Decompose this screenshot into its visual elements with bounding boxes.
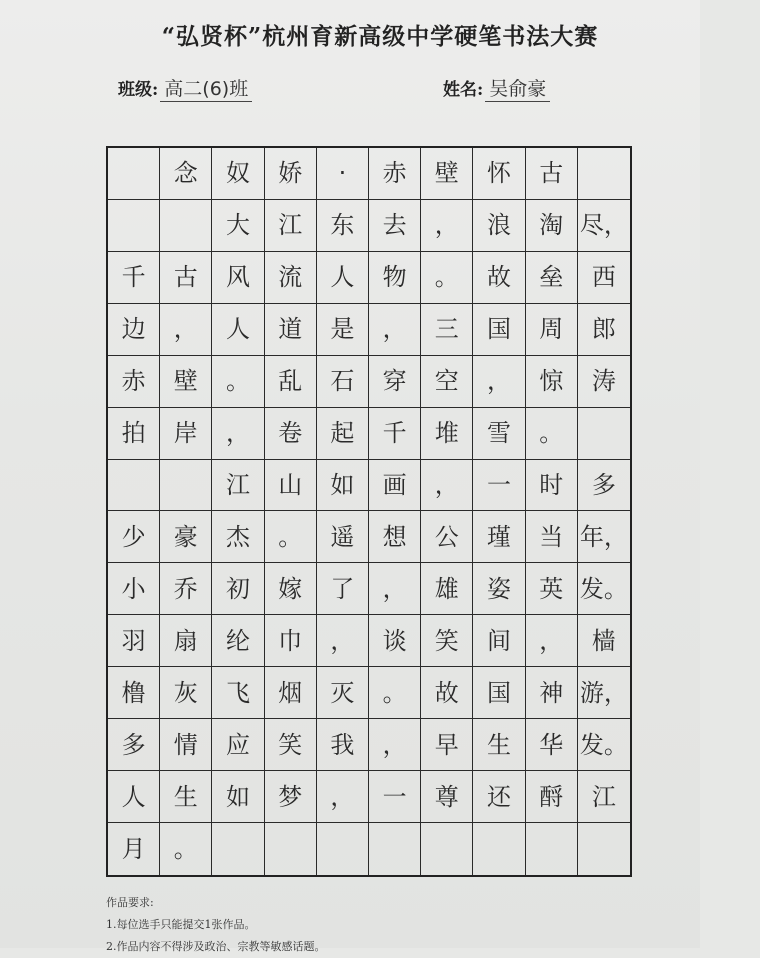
grid-cell: 穿 [369, 356, 421, 408]
grid-cell: ， [421, 200, 473, 252]
grid-cell: 垒 [526, 252, 578, 304]
grid-cell [578, 148, 630, 200]
grid-cell: 酹 [526, 771, 578, 823]
grid-cell [108, 148, 160, 200]
grid-cell: 如 [317, 460, 369, 512]
grid-cell: 物 [369, 252, 421, 304]
grid-cell: 乔 [160, 563, 212, 615]
grid-cell: · [317, 148, 369, 200]
grid-cell: 淘 [526, 200, 578, 252]
grid-cell: 去 [369, 200, 421, 252]
grid-cell: 豪 [160, 511, 212, 563]
grid-cell: 飞 [212, 667, 264, 719]
grid-cell: 应 [212, 719, 264, 771]
grid-cell: 樯 [578, 615, 630, 667]
grid-cell [578, 408, 630, 460]
grid-cell: 浪 [473, 200, 525, 252]
grid-cell: 赤 [108, 356, 160, 408]
grid-cell: 巾 [265, 615, 317, 667]
grid-cell: ， [212, 408, 264, 460]
grid-cell: 古 [526, 148, 578, 200]
name-value: 吴俞豪 [485, 78, 550, 102]
grid-cell: 烟 [265, 667, 317, 719]
grid-cell: 姿 [473, 563, 525, 615]
grid-cell: 东 [317, 200, 369, 252]
grid-cell: ， [160, 304, 212, 356]
grid-cell: 当 [526, 511, 578, 563]
grid-cell: 人 [212, 304, 264, 356]
grid-cell [369, 823, 421, 875]
grid-cell: 空 [421, 356, 473, 408]
grid-cell: 故 [473, 252, 525, 304]
calligraphy-grid [106, 146, 632, 877]
grid-cell: 雪 [473, 408, 525, 460]
grid-cell: 。 [212, 356, 264, 408]
grid-cell [473, 823, 525, 875]
grid-cell: 遥 [317, 511, 369, 563]
grid-cell: 三 [421, 304, 473, 356]
name-field [443, 74, 550, 101]
grid-cell: 。 [160, 823, 212, 875]
grid-cell: 涛 [578, 356, 630, 408]
grid-cell: 纶 [212, 615, 264, 667]
grid-cell: 江 [578, 771, 630, 823]
grid-cell: ， [317, 615, 369, 667]
class-value: 高二(6)班 [160, 78, 252, 102]
grid-cell: 风 [212, 252, 264, 304]
grid-cell: 小 [108, 563, 160, 615]
grid-cell: 故 [421, 667, 473, 719]
grid-cell: 奴 [212, 148, 264, 200]
grid-cell [108, 200, 160, 252]
grid-cell: 。 [526, 408, 578, 460]
grid-cell: 我 [317, 719, 369, 771]
grid-cell [578, 823, 630, 875]
grid-cell: 瑾 [473, 511, 525, 563]
grid-cell: 起 [317, 408, 369, 460]
grid-cell [526, 823, 578, 875]
grid-cell: 情 [160, 719, 212, 771]
grid-cell: 。 [369, 667, 421, 719]
grid-cell: 少 [108, 511, 160, 563]
class-field [118, 74, 252, 101]
grid-cell: 千 [369, 408, 421, 460]
grid-cell: 乱 [265, 356, 317, 408]
grid-cell [212, 823, 264, 875]
grid-cell: 华 [526, 719, 578, 771]
grid-cell: 道 [265, 304, 317, 356]
grid-cell: ， [473, 356, 525, 408]
grid-cell: 发。 [578, 719, 630, 771]
grid-cell: 杰 [212, 511, 264, 563]
grid-cell: 。 [265, 511, 317, 563]
grid-cell: 怀 [473, 148, 525, 200]
grid-cell: 人 [317, 252, 369, 304]
grid-cell: ， [369, 563, 421, 615]
grid-cell: 娇 [265, 148, 317, 200]
requirements-heading: 作品要求: [106, 896, 154, 909]
grid-cell: 西 [578, 252, 630, 304]
grid-cell: 画 [369, 460, 421, 512]
grid-cell: 谈 [369, 615, 421, 667]
grid-cell: 国 [473, 304, 525, 356]
grid-cell: 扇 [160, 615, 212, 667]
requirement-item: 1.每位选手只能提交1张作品。 [106, 918, 256, 931]
grid-cell: 大 [212, 200, 264, 252]
requirement-item: 2.作品内容不得涉及政治、宗教等敏感话题。 [106, 940, 326, 953]
grid-cell: 拍 [108, 408, 160, 460]
grid-cell [108, 460, 160, 512]
grid-cell: 生 [160, 771, 212, 823]
grid-cell: 。 [421, 252, 473, 304]
requirements-section [106, 892, 326, 953]
grid-cell [265, 823, 317, 875]
grid-cell: 多 [578, 460, 630, 512]
grid-cell: 卷 [265, 408, 317, 460]
grid-cell: 雄 [421, 563, 473, 615]
grid-cell: 一 [473, 460, 525, 512]
grid-cell: 赤 [369, 148, 421, 200]
grid-cell: ， [526, 615, 578, 667]
grid-cell: 山 [265, 460, 317, 512]
grid-cell: 一 [369, 771, 421, 823]
grid-cell: ， [369, 304, 421, 356]
class-label: 班级: [118, 80, 159, 100]
grid-cell: 月 [108, 823, 160, 875]
grid-cell: 灰 [160, 667, 212, 719]
grid-cell: 游， [578, 667, 630, 719]
grid-cell: 流 [265, 252, 317, 304]
grid-cell: 梦 [265, 771, 317, 823]
grid-cell: 周 [526, 304, 578, 356]
grid-cell: 石 [317, 356, 369, 408]
grid-cell: ， [317, 771, 369, 823]
grid-cell: 千 [108, 252, 160, 304]
grid-cell [160, 200, 212, 252]
grid-cell: 念 [160, 148, 212, 200]
grid-cell: 灭 [317, 667, 369, 719]
grid-cell: 郎 [578, 304, 630, 356]
grid-cell: 多 [108, 719, 160, 771]
grid-cell: 年， [578, 511, 630, 563]
grid-cell [421, 823, 473, 875]
grid-cell: 笑 [265, 719, 317, 771]
grid-cell: 想 [369, 511, 421, 563]
grid-cell: 惊 [526, 356, 578, 408]
grid-cell: 尽， [578, 200, 630, 252]
grid-cell: 早 [421, 719, 473, 771]
grid-cell: 还 [473, 771, 525, 823]
grid-cell [317, 823, 369, 875]
grid-cell: 堆 [421, 408, 473, 460]
grid-cell [160, 460, 212, 512]
grid-cell: 时 [526, 460, 578, 512]
grid-cell: 笑 [421, 615, 473, 667]
grid-cell: 神 [526, 667, 578, 719]
grid-cell: 嫁 [265, 563, 317, 615]
grid-cell: 间 [473, 615, 525, 667]
grid-cell: 古 [160, 252, 212, 304]
grid-cell: 岸 [160, 408, 212, 460]
grid-cell: 初 [212, 563, 264, 615]
grid-cell: 国 [473, 667, 525, 719]
name-label: 姓名: [443, 80, 484, 100]
contest-title: “弘贤杯”杭州育新高级中学硬笔书法大赛 [161, 23, 599, 50]
grid-cell: 江 [265, 200, 317, 252]
grid-cell: 了 [317, 563, 369, 615]
grid-cell: 公 [421, 511, 473, 563]
grid-cell: 英 [526, 563, 578, 615]
grid-cell: ， [369, 719, 421, 771]
grid-cell: ， [421, 460, 473, 512]
grid-cell: 如 [212, 771, 264, 823]
grid-cell: 发。 [578, 563, 630, 615]
grid-cell: 壁 [160, 356, 212, 408]
grid-cell: 橹 [108, 667, 160, 719]
grid-cell: 尊 [421, 771, 473, 823]
grid-cell: 江 [212, 460, 264, 512]
grid-cell: 人 [108, 771, 160, 823]
grid-cell: 壁 [421, 148, 473, 200]
grid-cell: 边 [108, 304, 160, 356]
grid-cell: 生 [473, 719, 525, 771]
grid-cell: 羽 [108, 615, 160, 667]
grid-cell: 是 [317, 304, 369, 356]
